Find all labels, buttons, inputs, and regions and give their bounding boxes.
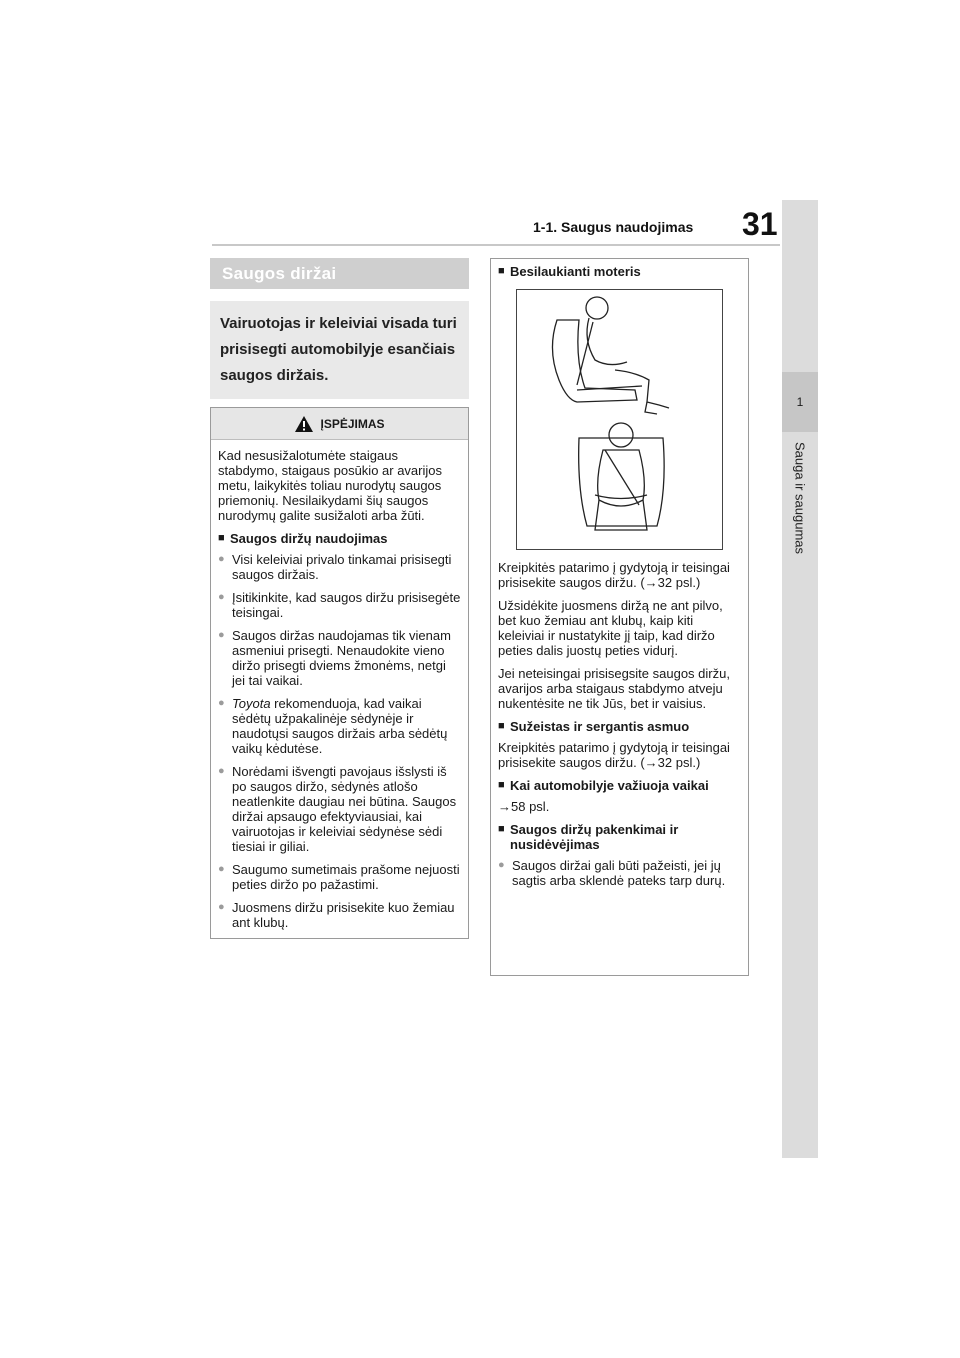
page-reference: →58 psl. xyxy=(498,799,550,814)
list-item xyxy=(218,862,461,892)
section-heading-text: Saugos diržų pakenkimai ir nusidėvėjimas xyxy=(510,822,679,852)
warning-label: ĮSPĖJIMAS xyxy=(320,416,385,431)
warning-intro: Kad nesusižalotumėte staigaus stabdymo, staigaus posūkio ar avarijos metu, laikykitės toliau nurodytų saugos priemonių. Nesilaikydami šių saugos nurodymų galite susižaloti arba žūti. xyxy=(218,448,443,523)
warning-subheading xyxy=(218,531,461,546)
topic-title: Saugos diržai xyxy=(210,258,469,289)
list-item xyxy=(218,900,461,930)
list-item-text: Visi keleiviai privalo tinkamai prisisegti saugos diržais. xyxy=(232,552,452,582)
right-column xyxy=(490,258,749,976)
list-item-text: Saugos diržas naudojamas tik vienam asmeniui prisegti. Nenaudokite vieno diržo prisegti dviems žmonėms, netgi jei tai vaikai. xyxy=(232,628,451,688)
circle-bullet-icon: ● xyxy=(218,553,225,565)
chapter-number: 1 xyxy=(782,372,818,432)
section-heading xyxy=(498,822,741,852)
paragraph: Užsidėkite juosmens diržą ne ant pilvo, bet kuo žemiau ant klubų, kaip kiti keleiviai ir nustatykite jį taip, kad diržo peties dalis juostų peties vidurį. xyxy=(498,598,723,658)
circle-bullet-icon: ● xyxy=(218,697,225,709)
square-icon: ■ xyxy=(498,779,505,791)
list-item xyxy=(498,858,741,888)
square-icon: ■ xyxy=(498,720,505,732)
list-item-text: Saugos diržai gali būti pažeisti, jei jų sagtis arba sklendė pateks tarp durų. xyxy=(512,858,726,888)
page-number: 31 xyxy=(742,206,778,242)
circle-bullet-icon: ● xyxy=(218,591,225,603)
section-heading-text: Besilaukianti moteris xyxy=(510,264,641,279)
section-heading-text: Kai automobilyje važiuoja vaikai xyxy=(510,778,709,793)
list-item xyxy=(218,590,461,620)
circle-bullet-icon: ● xyxy=(218,901,225,913)
paragraph: Jei neteisingai prisisegsite saugos diržu, avarijos arba staigaus stabdymo atveju nukentėsite ne tik Jūs, bet ir vaisius. xyxy=(498,666,730,711)
lead-text: Vairuotojas ir keleiviai visada turi prisisegti automobilyje esančiais saugos diržais. xyxy=(210,301,469,399)
left-column xyxy=(210,258,469,939)
square-icon: ■ xyxy=(498,823,505,835)
circle-bullet-icon: ● xyxy=(218,629,225,641)
illustration-svg xyxy=(517,290,722,549)
list-item-text: Įsitikinkite, kad saugos diržu prisisegėte teisingai. xyxy=(232,590,461,620)
warning-subheading-text: Saugos diržų naudojimas xyxy=(230,531,388,546)
header-rule xyxy=(212,244,780,246)
list-item-text-rest: rekomenduoja, kad vaikai sėdėtų užpakalinėje sėdynėje ir naudotųsi saugos diržais arba sėdėtų vaikų kėdutėse. xyxy=(232,696,448,756)
warning-box xyxy=(210,407,469,939)
list-item-text: Saugumo sumetimais prašome nejuosti peties diržo po pažastimi. xyxy=(232,862,460,892)
square-icon: ■ xyxy=(498,265,505,277)
section-heading xyxy=(498,719,741,734)
list-item xyxy=(218,696,461,756)
list-item xyxy=(218,552,461,582)
brand-name: Toyota xyxy=(232,696,271,711)
section-heading xyxy=(498,778,741,793)
paragraph: Kreipkitės patarimo į gydytoją ir teisingai prisisekite saugos diržu. (→32 psl.) xyxy=(498,560,730,590)
list-item xyxy=(218,764,461,854)
circle-bullet-icon: ● xyxy=(218,765,225,777)
section-heading xyxy=(498,264,741,279)
warning-triangle-icon xyxy=(294,415,314,433)
pregnant-woman-seatbelt-illustration xyxy=(516,289,723,550)
list-item-text xyxy=(232,696,461,756)
list-item xyxy=(218,628,461,688)
chapter-side-tab xyxy=(782,200,818,1158)
warning-header xyxy=(211,408,468,440)
section-title: 1-1. Saugus naudojimas xyxy=(533,219,694,235)
circle-bullet-icon: ● xyxy=(218,863,225,875)
paragraph: Kreipkitės patarimo į gydytoją ir teisingai prisisekite saugos diržu. (→32 psl.) xyxy=(498,740,730,770)
chapter-title: Sauga ir saugumas xyxy=(792,442,808,555)
square-icon: ■ xyxy=(218,532,225,544)
list-item-text: Juosmens diržu prisisekite kuo žemiau ant klubų. xyxy=(232,900,455,930)
warning-body xyxy=(211,440,468,938)
section-heading-text: Sužeistas ir sergantis asmuo xyxy=(510,719,690,734)
list-item-text: Norėdami išvengti pavojaus išslysti iš po saugos diržo, sėdynės atlošo neatlenkite daugiau nei būtina. Saugos diržai apsaugo efektyviausiai, kai vairuotojas ir keleiviai sėdynėse sėdi tiesiai ir giliai. xyxy=(232,764,457,854)
circle-bullet-icon: ● xyxy=(498,859,505,871)
